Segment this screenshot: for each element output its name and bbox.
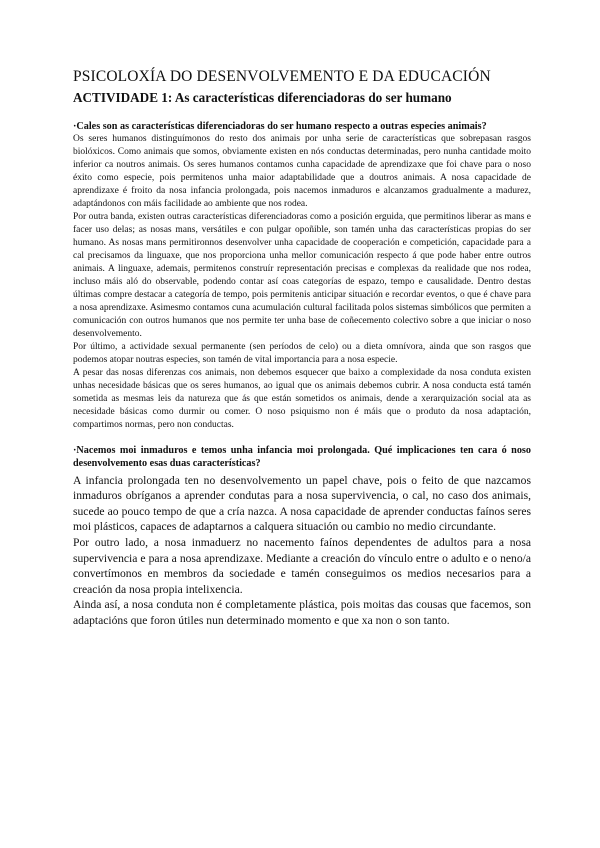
paragraph-2-1: A infancia prolongada ten no desenvolvemento un papel chave, pois o feito de que nazcamos inmaduros obríganos a aprender condutas para a nosa supervivencia, o cal, no caso dos animais, sucede ao pouco tempo de que a cría nazca. A nosa capacidade de aprender conductas faínos seres moi plásticos, capaces de adaptarnos a calquera situación ou cambio no medio circundante.: [73, 473, 531, 534]
paragraph-1-3: Por último, a actividade sexual permanente (sen períodos de celo) ou a dieta omnívora, ainda que son rasgos que podemos atopar noutras especies, son tamén de vital importancia para a nosa especie.: [73, 342, 531, 366]
document-title: PSICOLOXÍA DO DESENVOLVEMENTO E DA EDUCACIÓN: [73, 68, 491, 85]
section-infancy: [73, 444, 531, 628]
paragraph-1-1: Os seres humanos distinguímonos do resto dos animais por unha serie de características que sobrepasan rasgos biolóxicos. Como animais que somos, obviamente existen en nós conductas determinadas, pero nunha cantidade moito inferior ca noutros animais. Os seres humanos contamos cunha capacidade de aprendizaxe que foi chave para o noso éxito como especie, pois permitenos unha maior adaptabilidade que a doutros animais. A nosa capacidade de aprendizaxe é froito da nosa infancia prolongada, pois nacemos inmaduros e alcanzamos gradualmente a madurez, adaptándonos con máis facilidade ao ambiente que nos rodea.: [73, 134, 531, 210]
paragraph-1-4: A pesar das nosas diferenzas cos animais, non debemos esquecer que baixo a complexidade da nosa conduta existen unhas necesidade básicas que os seres humanos, ao igual que os animais debemos cubrir. A nosa conducta está tamén sometida as mesmas leis da natureza que ás que están sometidos os animais, dende a xerarquización social ata as necesidade básicas como durmir ou comer. O noso psiquismo non é máis que o produto da nosa adaptación, compartimos normas, pero non conductas.: [73, 368, 531, 431]
section-spacer: [73, 432, 531, 444]
paragraph-2-3: Ainda así, a nosa conduta non é completamente plástica, pois moitas das cousas que facemos, son adaptacións que foron útiles nun determinado momento e que xa non o son tanto.: [73, 598, 531, 627]
paragraph-2-2: Por outro lado, a nosa inmaduerz no nacemento faínos dependentes de adultos para a nosa supervivencia e para a nosa aprendizaxe. Mediante a creación do vínculo entre o adulto e o neno/a convertímonos en membros da sociedade e tamén conseguimos os medios necesarios para a creación da nosa propia intelixencia.: [73, 535, 531, 596]
question-2: ·Nacemos moi inmaduros e temos unha infancia moi prolongada. Qué implicaciones ten cara ó noso desenvolvemento esas duas características?: [73, 445, 531, 470]
question-1: ·Cales son as características diferenciadoras do ser humano respecto a outras especies animais?: [73, 121, 487, 132]
section-characteristics: [73, 120, 531, 432]
paragraph-1-2: Por outra banda, existen outras características diferenciadoras como a posición erguida, que permitinos liberar as mans e facer uso delas; as nosas mans, versátiles e con pulgar opoñible, son tamén unha das características propias do ser humano. As nosas mans permitironnos desenvolver unha capacidade de cooperación e competición, capacidade para a cal precisamos da linguaxe, que nos proporciona unha mellor comunicación respecto á que pode haber entre outros animais. A linguaxe, ademais, permitenos construír representación precisas e complexas da realidade que nos rodea, incluso máis aló do observable, podendo contar así coas categorías de espazo, tempo e causalidade. Dentro destas últimas compre destacar a categoría de tempo, pois permitenis anticipar situación e recordar eventos, o que é chave para a nosa aprendizaxe. Asimesmo contamos cuna acumulación cultural facilitada polos sistemas simbólicos que permiten a comunicación con outros humanos que nos permite ter unha base de coñecemento colectivo sobre a que iniciar o noso desenvolvemento.: [73, 212, 531, 340]
document-subtitle: ACTIVIDADE 1: As características diferenciadoras do ser humano: [73, 90, 452, 105]
document-page: [73, 68, 531, 629]
